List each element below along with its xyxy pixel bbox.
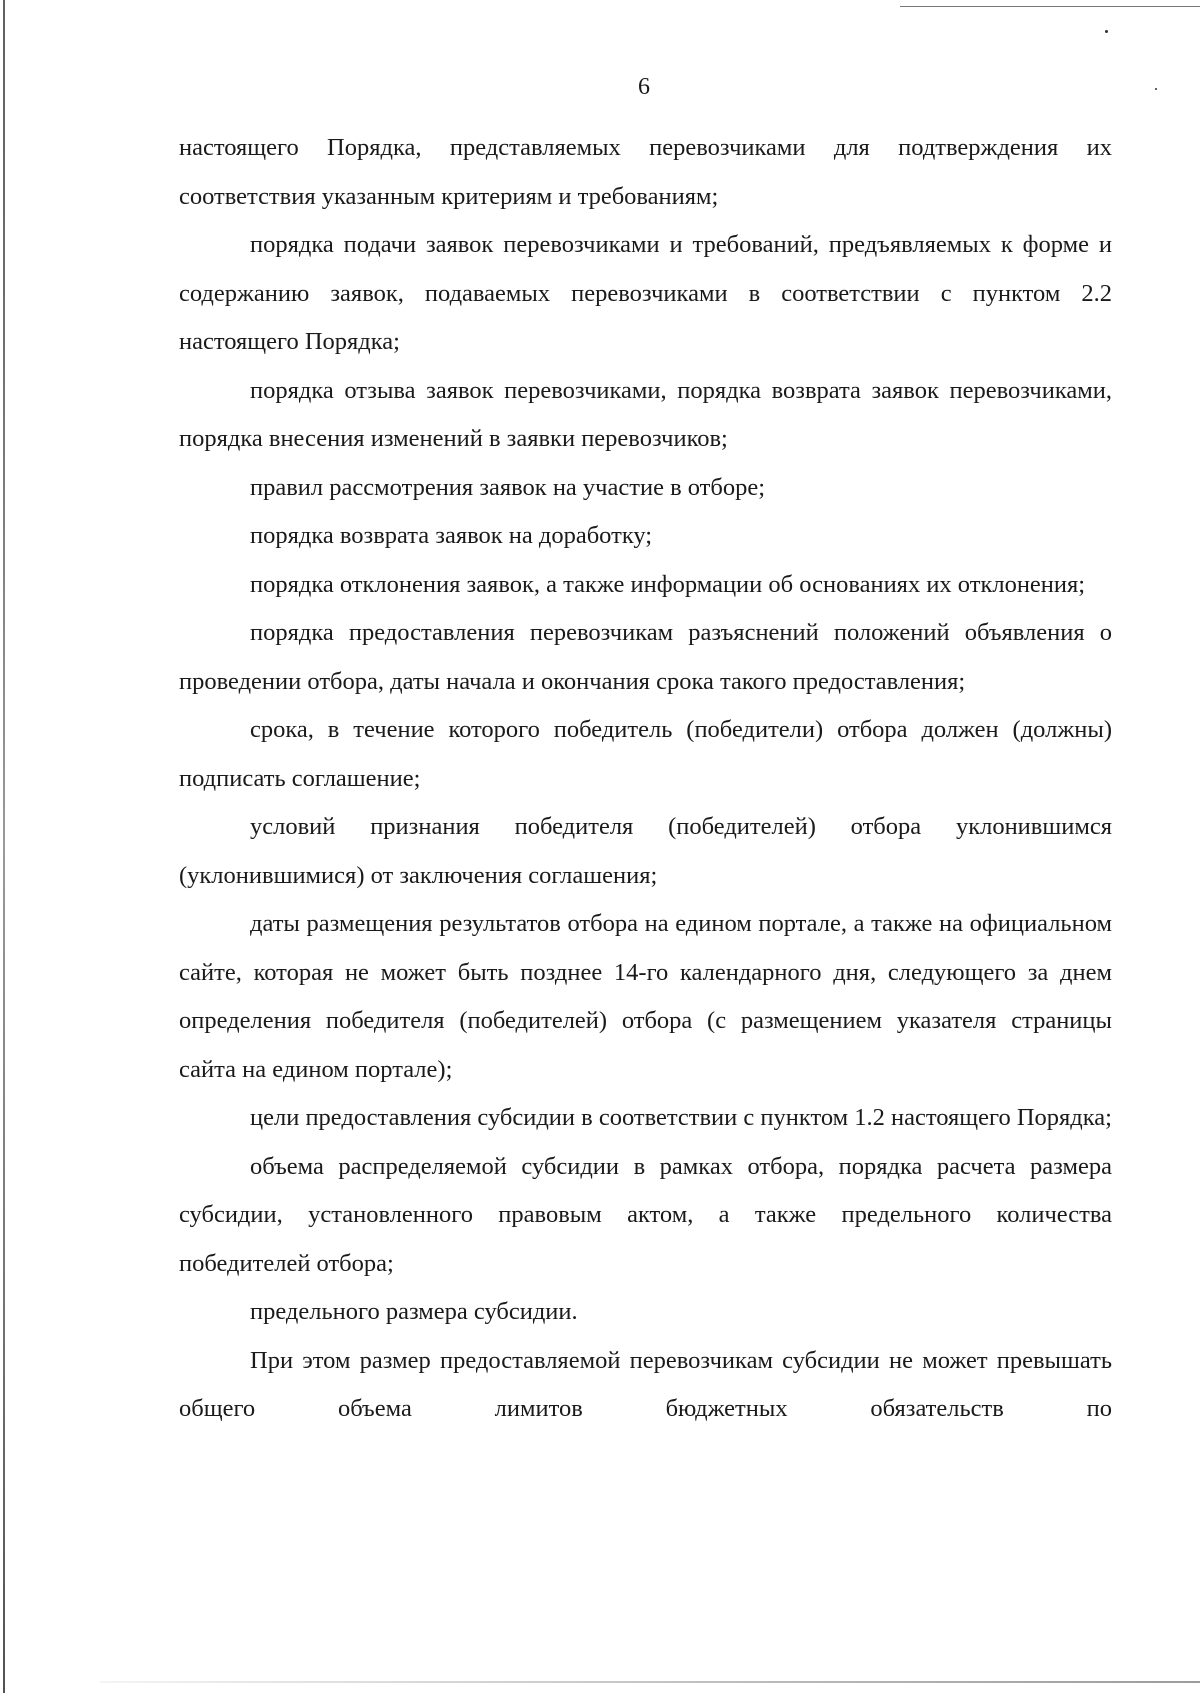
paragraph: порядка предоставления перевозчикам разъяснений положений объявления о проведении отбора, даты начала и окончания срока такого предоставления;	[179, 619, 1112, 695]
paragraph: объема распределяемой субсидии в рамках отбора, порядка расчета размера субсидии, установленного правовым актом, а также предельного количества победителей отбора;	[179, 1152, 1112, 1277]
paragraph: условий признания победителя (победителей) отбора уклонившимся (уклонившимися) от заключения соглашения;	[179, 813, 1112, 889]
paragraph: порядка отзыва заявок перевозчиками, порядка возврата заявок перевозчиками, порядка внесения изменений в заявки перевозчиков;	[179, 376, 1112, 452]
paragraph: настоящего Порядка, представляемых перевозчиками для подтверждения их соответствия указанным критериям и требованиям;	[179, 134, 1112, 210]
document-body	[179, 124, 1112, 1434]
paragraph: срока, в течение которого победитель (победители) отбора должен (должны) подписать соглашение;	[179, 716, 1112, 792]
paragraph: порядка подачи заявок перевозчиками и требований, предъявляемых к форме и содержанию заявок, подаваемых перевозчиками в соответствии с пунктом 2.2 настоящего Порядка;	[179, 231, 1112, 355]
paragraph: порядка отклонения заявок, а также информации об основаниях их отклонения;	[250, 570, 1086, 598]
scan-line-bottom	[100, 1681, 1200, 1683]
paragraph: правил рассмотрения заявок на участие в отборе;	[250, 473, 766, 501]
scan-edge-shadow	[3, 0, 5, 1693]
paragraph: При этом размер предоставляемой перевозчикам субсидии не может превышать общего объема лимитов бюджетных обязательств по	[179, 1346, 1112, 1422]
paragraph: даты размещения результатов отбора на едином портале, а также на официальном сайте, которая не может быть позднее 14-го календарного дня, следующего за днем определения победителя (победителей) отбора (с размещением указателя страницы сайта на едином портале);	[179, 910, 1112, 1083]
paragraph: цели предоставления субсидии в соответствии с пунктом 1.2 настоящего Порядка;	[250, 1104, 1112, 1131]
paragraph: предельного размера субсидии.	[250, 1298, 578, 1325]
paragraph: порядка возврата заявок на доработку;	[250, 522, 653, 549]
scan-line-top	[900, 6, 1200, 7]
scan-speck	[1105, 30, 1108, 33]
page-number: 6	[638, 74, 650, 100]
